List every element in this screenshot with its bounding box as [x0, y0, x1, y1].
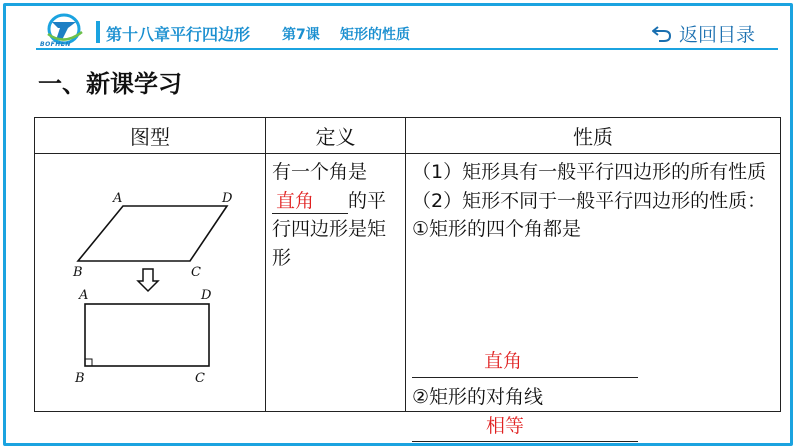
- header-definition: 定义: [266, 118, 406, 154]
- property-item-1-answer: 直角: [484, 350, 523, 372]
- property-text: [412, 158, 772, 244]
- property-item-1-blank: [412, 377, 638, 378]
- header-accent-bar: [96, 21, 100, 43]
- header-figure: 图型: [35, 118, 266, 154]
- section-title: 一、新课学习: [38, 70, 182, 98]
- parallelogram-label-b: B: [73, 265, 83, 280]
- shape-diagram: [35, 154, 264, 409]
- definition-cell: [266, 154, 406, 412]
- definition-answer: 直角: [276, 189, 315, 212]
- table-header-row: [35, 118, 781, 154]
- property-item-2: ②矩形的对角线: [412, 386, 544, 408]
- parallelogram-shape: [78, 206, 227, 261]
- parallelogram-label-c: C: [191, 265, 201, 280]
- chapter-title: 第十八章平行四边形: [106, 25, 251, 44]
- definition-suffix: 的平行四边形是矩形: [272, 189, 387, 269]
- property-cell: [406, 154, 781, 437]
- rectangle-label-d: D: [201, 288, 212, 303]
- header-divider: [36, 48, 778, 50]
- rectangle-label-a: A: [79, 288, 89, 303]
- table-row: [35, 154, 781, 412]
- definition-prefix: 有一个角是: [272, 161, 368, 183]
- rectangle-label-c: C: [195, 371, 205, 386]
- rectangle-label-b: B: [75, 371, 85, 386]
- parallelogram-label-d: D: [222, 191, 233, 206]
- lesson-table: [34, 117, 781, 437]
- property-item-2-blank: [412, 441, 638, 442]
- property-line-2: （2）矩形不同于一般平行四边形的性质：: [412, 189, 767, 212]
- rectangle-shape: [85, 304, 209, 366]
- right-angle-mark: [85, 359, 92, 366]
- figure-cell: [35, 154, 266, 412]
- definition-text: [272, 158, 390, 272]
- return-arrow-icon: [651, 22, 673, 44]
- header-property: 性质: [406, 118, 781, 154]
- lesson-topic: 矩形的性质: [340, 27, 410, 43]
- definition-blank: [272, 189, 348, 214]
- parallelogram-label-a: A: [113, 191, 123, 206]
- logo-text: BOFHEN: [40, 41, 71, 48]
- property-item-1: ①矩形的四个角都是: [412, 218, 582, 240]
- back-label: 返回目录: [679, 23, 756, 46]
- lesson-number: 第7课: [282, 27, 320, 43]
- down-arrow-icon: [138, 269, 158, 291]
- property-item-2-answer: 相等: [486, 415, 525, 437]
- property-line-1: （1）矩形具有一般平行四边形的所有性质: [412, 161, 767, 183]
- back-to-contents-button[interactable]: [651, 20, 755, 46]
